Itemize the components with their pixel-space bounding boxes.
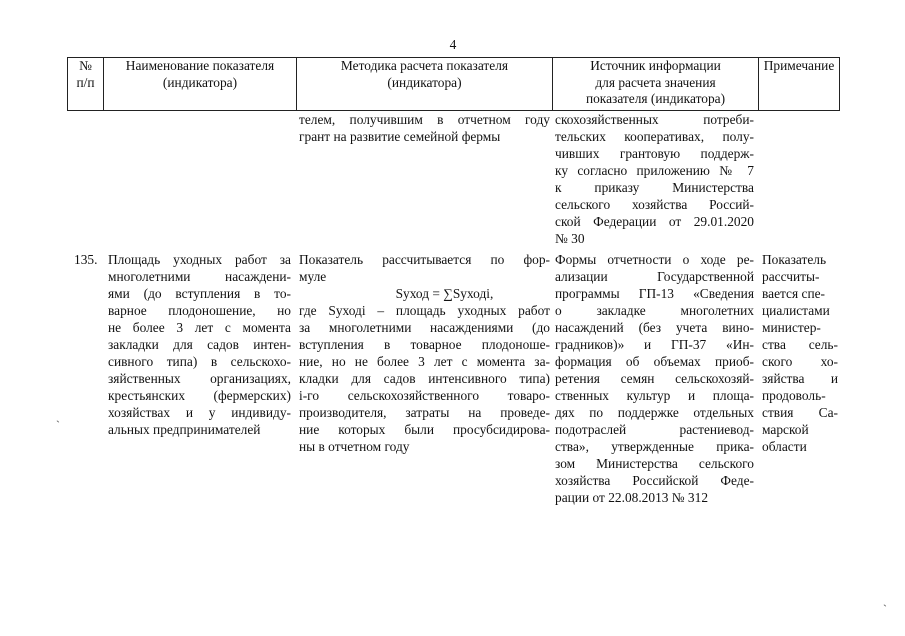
indicator-name-line: ями (до вступления в то-	[108, 286, 291, 301]
source-line: ственных культур и площа-	[555, 388, 754, 403]
note-line: области	[762, 439, 807, 454]
indicator-name-line: зяйственных организациях,	[108, 371, 291, 386]
header-method-line-1: Методика расчета показателя	[340, 58, 509, 73]
header-method-line-2: (индикатора)	[387, 74, 462, 90]
header-name-column	[104, 58, 296, 91]
continued-source-line: ку согласно приложению № 7	[555, 163, 754, 178]
header-source-line-1: Источник информации	[590, 58, 721, 73]
row-note	[762, 251, 838, 455]
indicator-name-line: закладки для садов интен-	[108, 337, 291, 352]
source-line: хозяйства Российской Феде-	[555, 473, 754, 488]
continued-source-line: сельского хозяйства Россий-	[555, 197, 754, 212]
header-number-line-1: №	[79, 58, 92, 73]
source-line: подотраслей растениевод-	[555, 422, 754, 437]
continued-source-line: чивших грантовую поддерж-	[555, 146, 754, 161]
row-calculation-method	[299, 251, 550, 455]
method-line: вступления в товарное плодоноше-	[299, 337, 550, 352]
indicator-name-line: альных предпринимателей	[108, 422, 261, 437]
method-line: за многолетними насаждениями (до	[299, 320, 550, 335]
header-source-line-2: для расчета значения	[595, 74, 716, 90]
page-number: 4	[449, 37, 457, 52]
source-line: насаждений (без учета вино-	[555, 320, 754, 335]
note-line: вается спе-	[762, 286, 826, 301]
continued-method-line: грант на развитие семейной фермы	[299, 129, 501, 144]
continued-method-text	[299, 111, 550, 145]
indicator-name-line: не более 3 лет с момента	[108, 320, 291, 335]
indicator-name-line: хозяйствах и у индивиду-	[108, 405, 291, 420]
method-line: i-го сельскохозяйственного товаро-	[299, 388, 550, 403]
row-indicator-name	[108, 251, 291, 438]
scan-speck: ˏ	[883, 593, 887, 607]
calculation-formula: Sуход = ∑Sуходi,	[395, 286, 494, 301]
indicator-name-line: Площадь уходных работ за	[108, 252, 291, 267]
source-line: градников)» и ГП-37 «Ин-	[555, 337, 754, 352]
continued-source-line: скохозяйственных потреби-	[555, 112, 754, 127]
method-line: производителя, затраты на проведе-	[299, 405, 550, 420]
source-line: формация об объемах приоб-	[555, 354, 754, 369]
header-number-column	[68, 58, 103, 91]
header-border-right	[839, 57, 840, 111]
note-line: циалистами	[762, 303, 830, 318]
method-line: где Sуходi – площадь уходных работ	[299, 303, 550, 318]
source-line: программы ГП-13 «Сведения	[555, 286, 754, 301]
continued-source-line: к приказу Министерства	[555, 180, 754, 195]
note-line: ства сель-	[762, 337, 838, 352]
method-intro-line: муле	[299, 269, 327, 284]
source-line: ретения семян сельскохозяй-	[555, 371, 754, 386]
continued-source-line: ской Федерации от 29.01.2020	[555, 214, 754, 229]
note-line: ствия Са-	[762, 405, 838, 420]
source-line: ализации Государственной	[555, 269, 754, 284]
scan-speck: ˏ	[56, 409, 60, 423]
header-note-line: Примечание	[763, 58, 835, 73]
row-information-source	[555, 251, 754, 506]
note-line: зяйства и	[762, 371, 838, 386]
continued-method-line: телем, получившим в отчетном году	[299, 112, 550, 127]
row-number: 135.	[74, 252, 98, 267]
note-line: рассчиты-	[762, 269, 820, 284]
header-note-column	[759, 58, 839, 75]
method-line: кладки для садов интенсивного типа)	[299, 371, 550, 386]
note-line: министер-	[762, 320, 821, 335]
header-number-line-2: п/п	[76, 74, 95, 90]
header-method-column	[297, 58, 552, 91]
indicator-name-line: крестьянских (фермерских)	[108, 388, 291, 403]
method-line: ние которых были просубсидирова-	[299, 422, 550, 437]
header-source-column	[553, 58, 758, 108]
note-line: марской	[762, 422, 809, 437]
method-intro-line: Показатель рассчитывается по фор-	[299, 252, 550, 267]
source-line: дях по поддержке отдельных	[555, 405, 754, 420]
header-source-line-3: показателя (индикатора)	[585, 91, 726, 106]
indicator-name-line: многолетними насаждени-	[108, 269, 291, 284]
continued-source-line: тельских кооперативах, полу-	[555, 129, 754, 144]
source-line: Формы отчетности о ходе ре-	[555, 252, 754, 267]
source-line: о закладке многолетних	[555, 303, 754, 318]
indicator-name-line: варное плодоношение, но	[108, 303, 291, 318]
note-line: продоволь-	[762, 388, 826, 403]
source-line: рации от 22.08.2013 № 312	[555, 490, 709, 505]
note-line: ского хо-	[762, 354, 838, 369]
continued-source-text	[555, 111, 754, 247]
method-line: ны в отчетном году	[299, 439, 410, 454]
continued-source-line: № 30	[555, 231, 585, 246]
note-line: Показатель	[762, 252, 827, 267]
header-name-line-1: Наименование показателя	[125, 58, 275, 73]
source-line: зом Министерства сельского	[555, 456, 754, 471]
source-line: ства», утвержденные прика-	[555, 439, 754, 454]
header-name-line-2: (индикатора)	[162, 74, 238, 90]
method-line: ние, но не более 3 лет с момента за-	[299, 354, 550, 369]
indicator-name-line: сивного типа) в сельскохо-	[108, 354, 291, 369]
